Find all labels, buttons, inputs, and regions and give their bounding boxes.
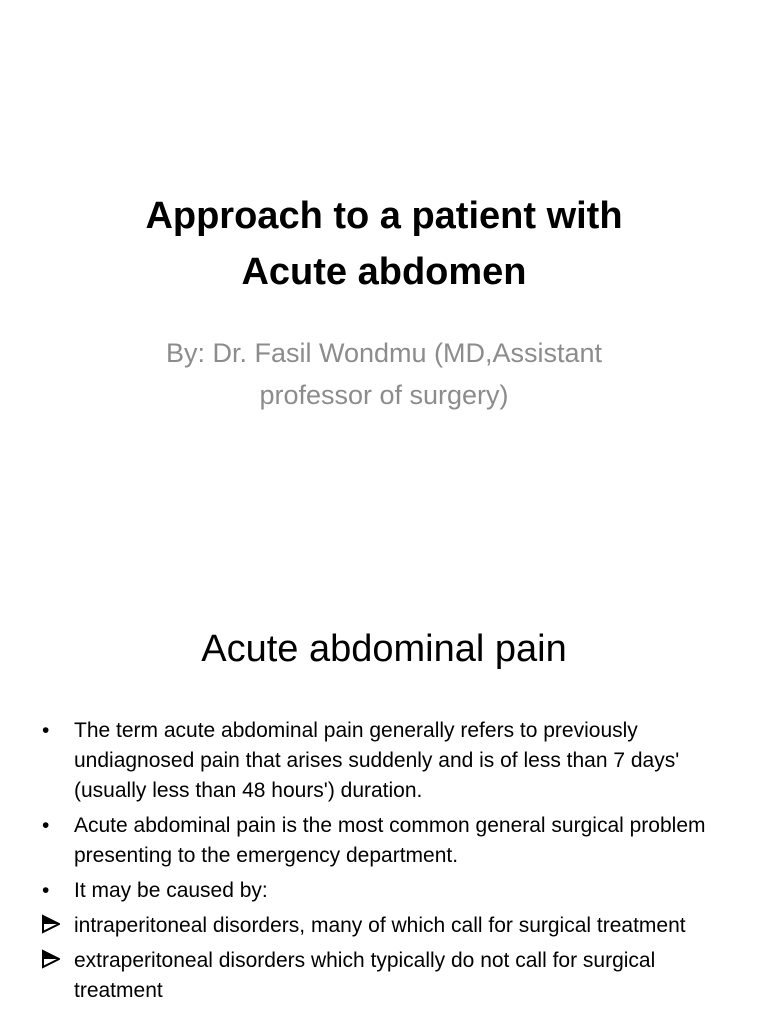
- slide-title-line-1: Approach to a patient with: [145, 195, 623, 237]
- slide-title-line-2: Acute abdomen: [241, 251, 527, 293]
- bullet-text: extraperitoneal disorders which typically do not call for surgical treatment: [74, 949, 656, 1002]
- bullet-text: It may be caused by:: [74, 879, 268, 902]
- bullet-dot-icon: [42, 811, 68, 841]
- bullet-list: [40, 716, 740, 1011]
- bullet-item: [40, 876, 740, 906]
- slide-subtitle: [80, 332, 688, 416]
- bullet-dot-icon: [42, 876, 68, 906]
- slide-subtitle-line-2: professor of surgery): [259, 380, 509, 410]
- content-slide: [0, 576, 768, 1024]
- slide-subtitle-line-1: By: Dr. Fasil Wondmu (MD,Assistant: [165, 338, 603, 368]
- bullet-item: [40, 716, 740, 806]
- arrow-bullet-icon: [42, 913, 68, 935]
- bullet-text: The term acute abdominal pain generally refers to previously undiagnosed pain that arises suddenly and is of less than 7 days' (usually less than 48 hours') duration.: [74, 719, 680, 802]
- bullet-item: [40, 946, 740, 1006]
- bullet-dot-icon: [42, 716, 68, 746]
- bullet-text: Acute abdominal pain is the most common general surgical problem presenting to the emergency department.: [74, 814, 706, 867]
- slide-title: [40, 188, 728, 300]
- bullet-text: intraperitoneal disorders, many of which call for surgical treatment: [74, 914, 686, 937]
- bullet-item: [40, 911, 740, 941]
- arrow-bullet-icon: [42, 948, 68, 970]
- bullet-item: [40, 811, 740, 871]
- content-slide-title: Acute abdominal pain: [201, 628, 567, 670]
